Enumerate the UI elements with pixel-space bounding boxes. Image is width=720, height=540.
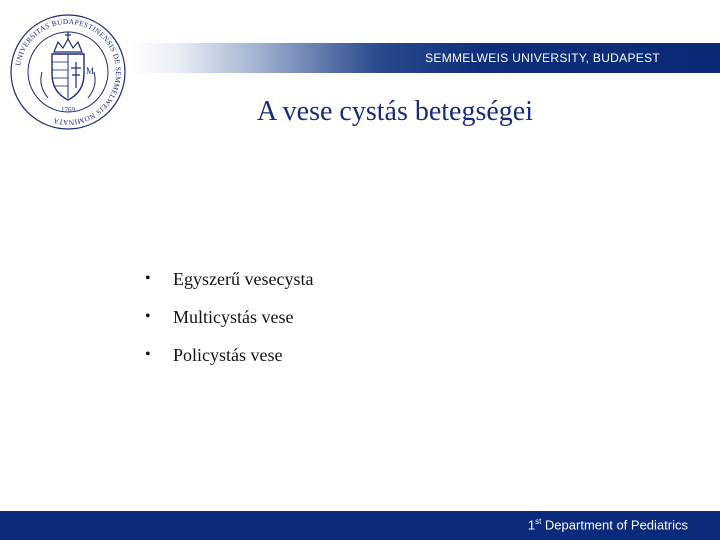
university-name: SEMMELWEIS UNIVERSITY, BUDAPEST: [425, 51, 660, 65]
bullet-icon: •: [145, 270, 151, 287]
bullet-text: Multicystás vese: [173, 307, 294, 327]
bullet-icon: •: [145, 346, 151, 363]
footer-department-name: Department of Pediatrics: [544, 517, 688, 533]
seal-year: 1769: [61, 106, 75, 114]
slide-title: A vese cystás betegségei: [256, 96, 534, 127]
footer-ordinal: 1: [527, 517, 536, 533]
svg-text:M: M: [86, 66, 95, 76]
footer-bar: [0, 511, 720, 540]
svg-text:UNIVERSITAS BUDAPESTINENSIS DE: UNIVERSITAS BUDAPESTINENSIS DE SEMMELWEIS NOMINATA: [13, 16, 124, 128]
footer-department: [528, 517, 688, 532]
bullet-icon: •: [145, 308, 151, 325]
bullet-text: Egyszerű vesecysta: [173, 269, 314, 289]
list-item: [145, 344, 313, 382]
list-item: [145, 268, 313, 306]
bullet-list: [145, 268, 313, 382]
footer-ordinal-suffix: st: [535, 517, 542, 526]
list-item: [145, 306, 313, 344]
header-bar: [130, 43, 720, 73]
bullet-text: Policystás vese: [173, 345, 283, 365]
